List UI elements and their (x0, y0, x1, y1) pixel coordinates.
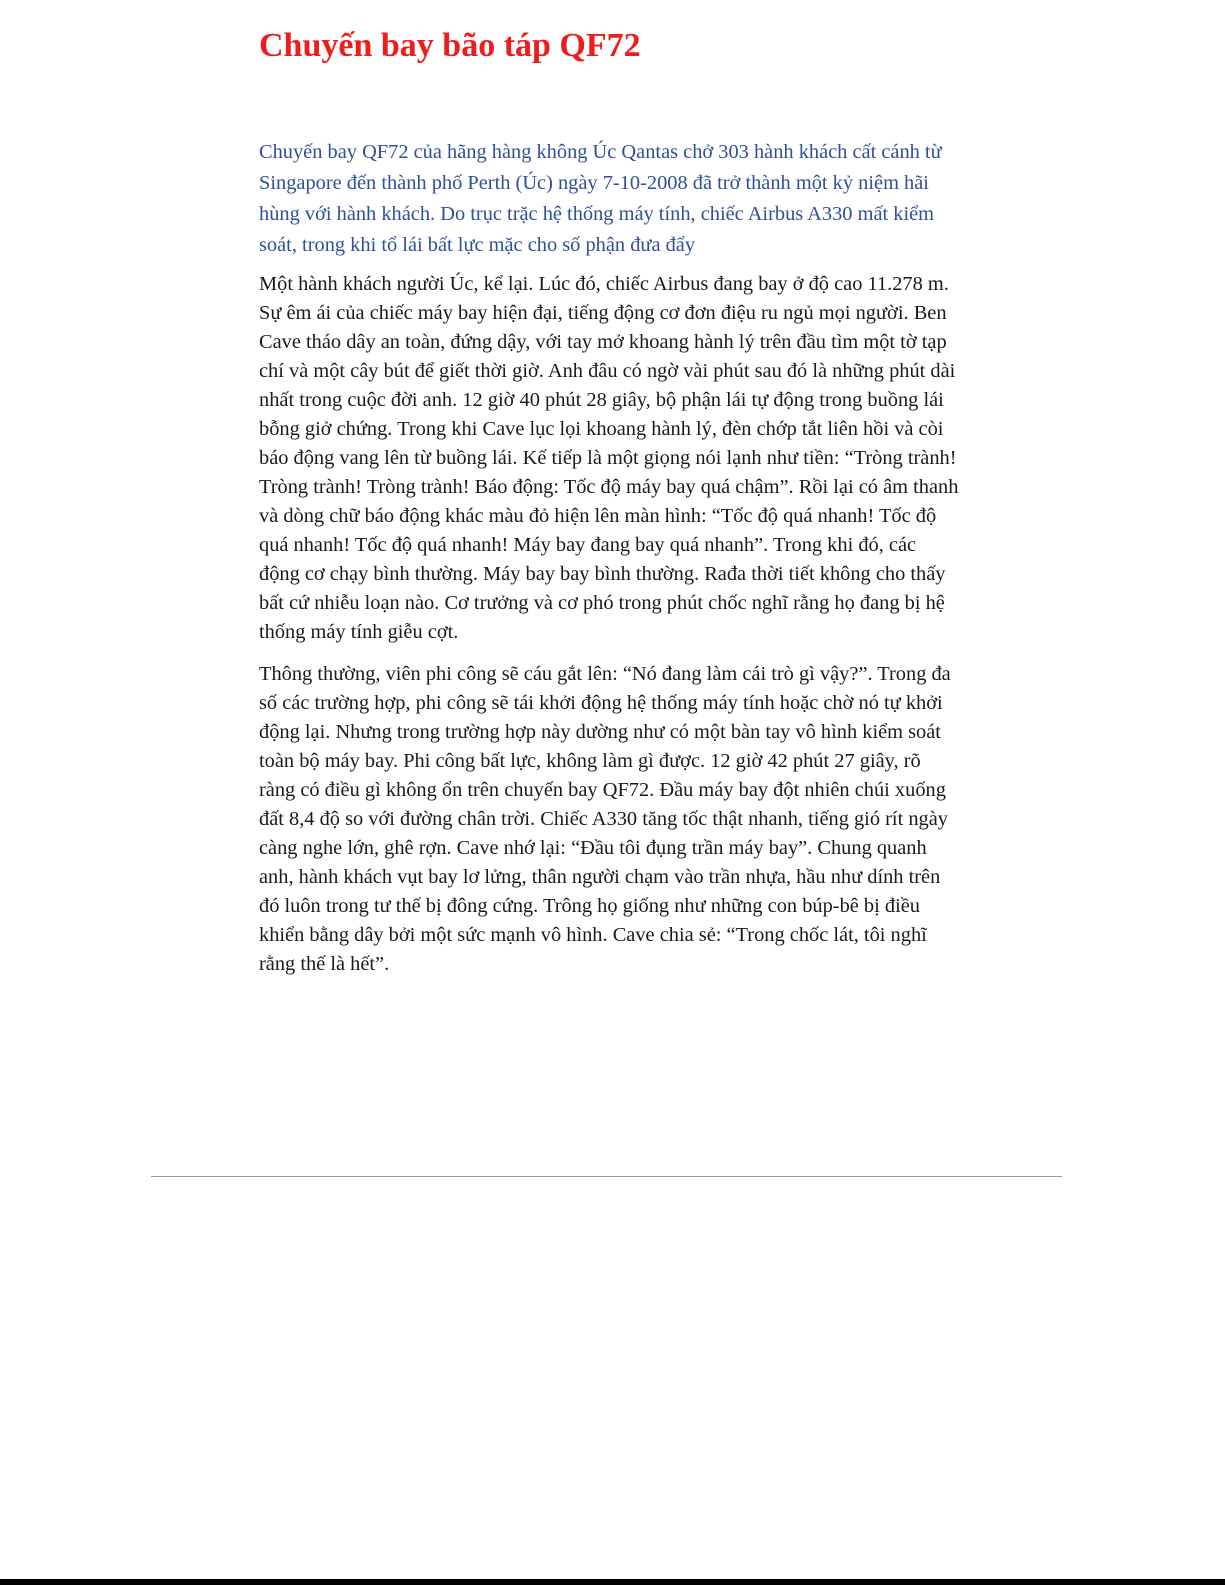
article-lead: Chuyến bay QF72 của hãng hàng không Úc Qantas chở 303 hành khách cất cánh từ Singapore đến thành phố Perth (Úc) ngày 7-10-2008 đã trở thành một kỷ niệm hãi hùng với hành khách. Do trục trặc hệ thống máy tính, chiếc Airbus A330 mất kiểm soát, trong khi tổ lái bất lực mặc cho số phận đưa đẩy (259, 141, 942, 256)
page-divider (151, 1176, 1062, 1177)
article-paragraph: Thông thường, viên phi công sẽ cáu gắt lên: “Nó đang làm cái trò gì vậy?”. Trong đa số các trường hợp, phi công sẽ tái khởi động hệ thống máy tính hoặc chờ nó tự khởi động lại. Nhưng trong trường hợp này dường như có một bàn tay vô hình kiểm soát toàn bộ máy bay. Phi công bất lực, không làm gì được. 12 giờ 42 phút 27 giây, rõ ràng có điều gì không ổn trên chuyến bay QF72. Đầu máy bay đột nhiên chúi xuống đất 8,4 độ so với đường chân trời. Chiếc A330 tăng tốc thật nhanh, tiếng gió rít ngày càng nghe lớn, ghê rợn. Cave nhớ lại: “Đầu tôi đụng trần máy bay”. Chung quanh anh, hành khách vụt bay lơ lửng, thân người chạm vào trần nhựa, hầu như dính trên đó luôn trong tư thế bị đông cứng. Trông họ giống như những con búp-bê bị điều khiển bằng dây bởi một sức mạnh vô hình. Cave chia sẻ: “Trong chốc lát, tôi nghĩ rằng thế là hết”. (259, 663, 951, 975)
article (259, 22, 959, 979)
article-title: Chuyến bay bão táp QF72 (259, 27, 641, 64)
page-bottom-edge (0, 1579, 1225, 1585)
article-paragraph: Một hành khách người Úc, kể lại. Lúc đó, chiếc Airbus đang bay ở độ cao 11.278 m. Sự êm ái của chiếc máy bay hiện đại, tiếng động cơ đơn điệu ru ngủ mọi người. Ben Cave tháo dây an toàn, đứng dậy, với tay mở khoang hành lý trên đầu tìm một tờ tạp chí và một cây bút để giết thời giờ. Anh đâu có ngờ vài phút sau đó là những phút dài nhất trong cuộc đời anh. 12 giờ 40 phút 28 giây, bộ phận lái tự động trong buồng lái bỗng giở chứng. Trong khi Cave lục lọi khoang hành lý, đèn chớp tắt liên hồi và còi báo động vang lên từ buồng lái. Kế tiếp là một giọng nói lạnh như tiền: “Tròng trành! Tròng trành! Tròng trành! Báo động: Tốc độ máy bay quá chậm”. Rồi lại có âm thanh và dòng chữ báo động khác màu đỏ hiện lên màn hình: “Tốc độ quá nhanh! Tốc độ quá nhanh! Tốc độ quá nhanh! Máy bay đang bay quá nhanh”. Trong khi đó, các động cơ chạy bình thường. Máy bay bay bình thường. Rađa thời tiết không cho thấy bất cứ nhiễu loạn nào. Cơ trưởng và cơ phó trong phút chốc nghĩ rằng họ đang bị hệ thống máy tính giễu cợt. (259, 273, 959, 643)
